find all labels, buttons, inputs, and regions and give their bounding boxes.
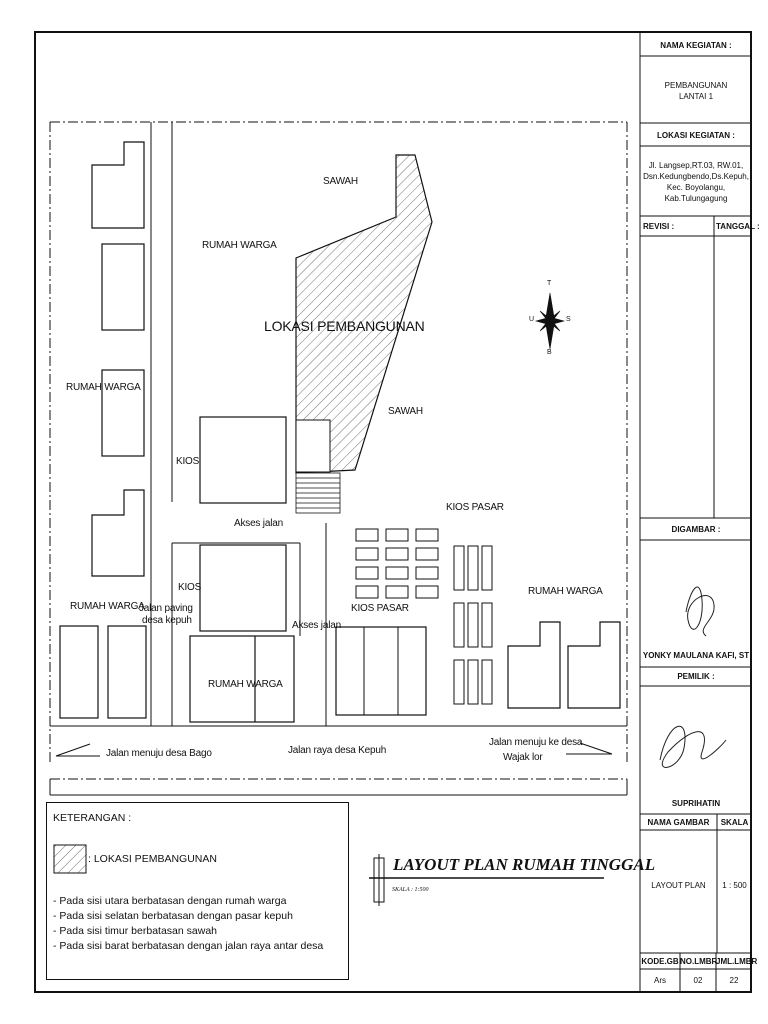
drawing-scale: SKALA : 1:500 [392,887,429,893]
tb-nama-kegiatan-1: PEMBANGUNAN [664,81,728,90]
tb-pemilik-label: PEMILIK : [677,672,715,681]
legend-note: - Pada sisi utara berbatasan dengan rumah warga [53,895,287,907]
market-kiosks [336,529,492,715]
compass-rose [536,293,564,349]
legend-hatch-label: : LOKASI PEMBANGUNAN [88,853,217,865]
tb-nama-gambar-label: NAMA GAMBAR [647,818,710,827]
label-jalan-raya: Jalan raya desa Kepuh [288,745,387,756]
signature-drawer [686,587,714,636]
tb-digambar-name: YONKY MAULANA KAFI, ST [642,651,750,660]
legend-heading: KETERANGAN : [53,812,132,824]
tb-jml-label: JML.LMBR [716,957,758,966]
tb-no-value: 02 [693,976,703,985]
label-kios-pasar-mid: KIOS PASAR [351,603,409,614]
label-jalan-wajak-1: Jalan menuju ke desa [489,737,583,748]
label-akses-jalan-top: Akses jalan [234,518,283,529]
label-akses-jalan-mid: Akses jalan [292,620,341,631]
label-rumah-warga-top: RUMAH WARGA [202,240,277,251]
label-rumah-warga-bottom-left: RUMAH WARGA [70,601,145,612]
label-sawah-mid: SAWAH [388,406,423,417]
label-rumah-warga-bottom-center: RUMAH WARGA [208,679,283,690]
tb-nama-kegiatan-label: NAMA KEGIATAN : [660,41,732,50]
drawing-title: LAYOUT PLAN RUMAH TINGGAL [393,855,656,874]
tb-pemilik-name: SUPRIHATIN [671,799,721,808]
compass-west: U [529,316,534,323]
tb-no-label: NO.LMBR [680,957,718,966]
legend-note: - Pada sisi barat berbatasan dengan jalan raya antar desa [53,940,324,952]
label-kios-pasar-right: KIOS PASAR [446,502,504,513]
label-jalan-bago: Jalan menuju desa Bago [106,748,212,759]
compass-east: S [566,316,571,323]
label-jalan-wajak-2: Wajak lor [503,752,543,763]
tb-digambar-label: DIGAMBAR : [671,525,721,534]
tb-skala-value: 1 : 500 [722,881,747,890]
tb-tanggal-label: TANGGAL : [716,222,760,231]
legend-note: - Pada sisi selatan berbatasan dengan pasar kepuh [53,910,293,922]
signature-owner [660,726,726,767]
tb-nama-gambar-value: LAYOUT PLAN [651,881,706,890]
compass-north: T [547,280,552,287]
tb-jml-value: 22 [729,976,739,985]
tb-lokasi-1: Jl. Langsep,RT.03, RW.01, [648,161,744,170]
label-sawah-top: SAWAH [323,176,358,187]
tb-revisi-label: REVISI : [643,222,675,231]
legend-note: - Pada sisi timur berbatasan sawah [53,925,217,937]
label-jalan-paving-2: desa kepuh [142,615,192,626]
legend-box [46,802,349,980]
label-jalan-paving-1: Jalan paving [139,603,193,614]
tb-lokasi-2: Dsn.Kedungbendo,Ds.Kepuh, [643,172,749,181]
tb-kode-value: Ars [654,976,666,985]
houses-right [508,622,620,708]
tb-kode-label: KODE.GB [641,957,679,966]
label-rumah-warga-left: RUMAH WARGA [66,382,141,393]
tb-nama-kegiatan-2: LANTAI 1 [678,92,714,101]
tb-lokasi-3: Kec. Boyolangu, Kab.Tulungagung [664,183,728,203]
label-kios-mid: KIOS [178,582,202,593]
houses-left [60,142,146,718]
label-rumah-warga-right: RUMAH WARGA [528,586,603,597]
label-kios-top: KIOS [176,456,200,467]
stairs [296,473,340,513]
compass-south: B [547,349,552,356]
tb-lokasi-label: LOKASI KEGIATAN : [657,131,735,140]
tb-skala-label: SKALA [720,818,749,827]
label-lokasi-pembangunan: LOKASI PEMBANGUNAN [264,318,425,334]
